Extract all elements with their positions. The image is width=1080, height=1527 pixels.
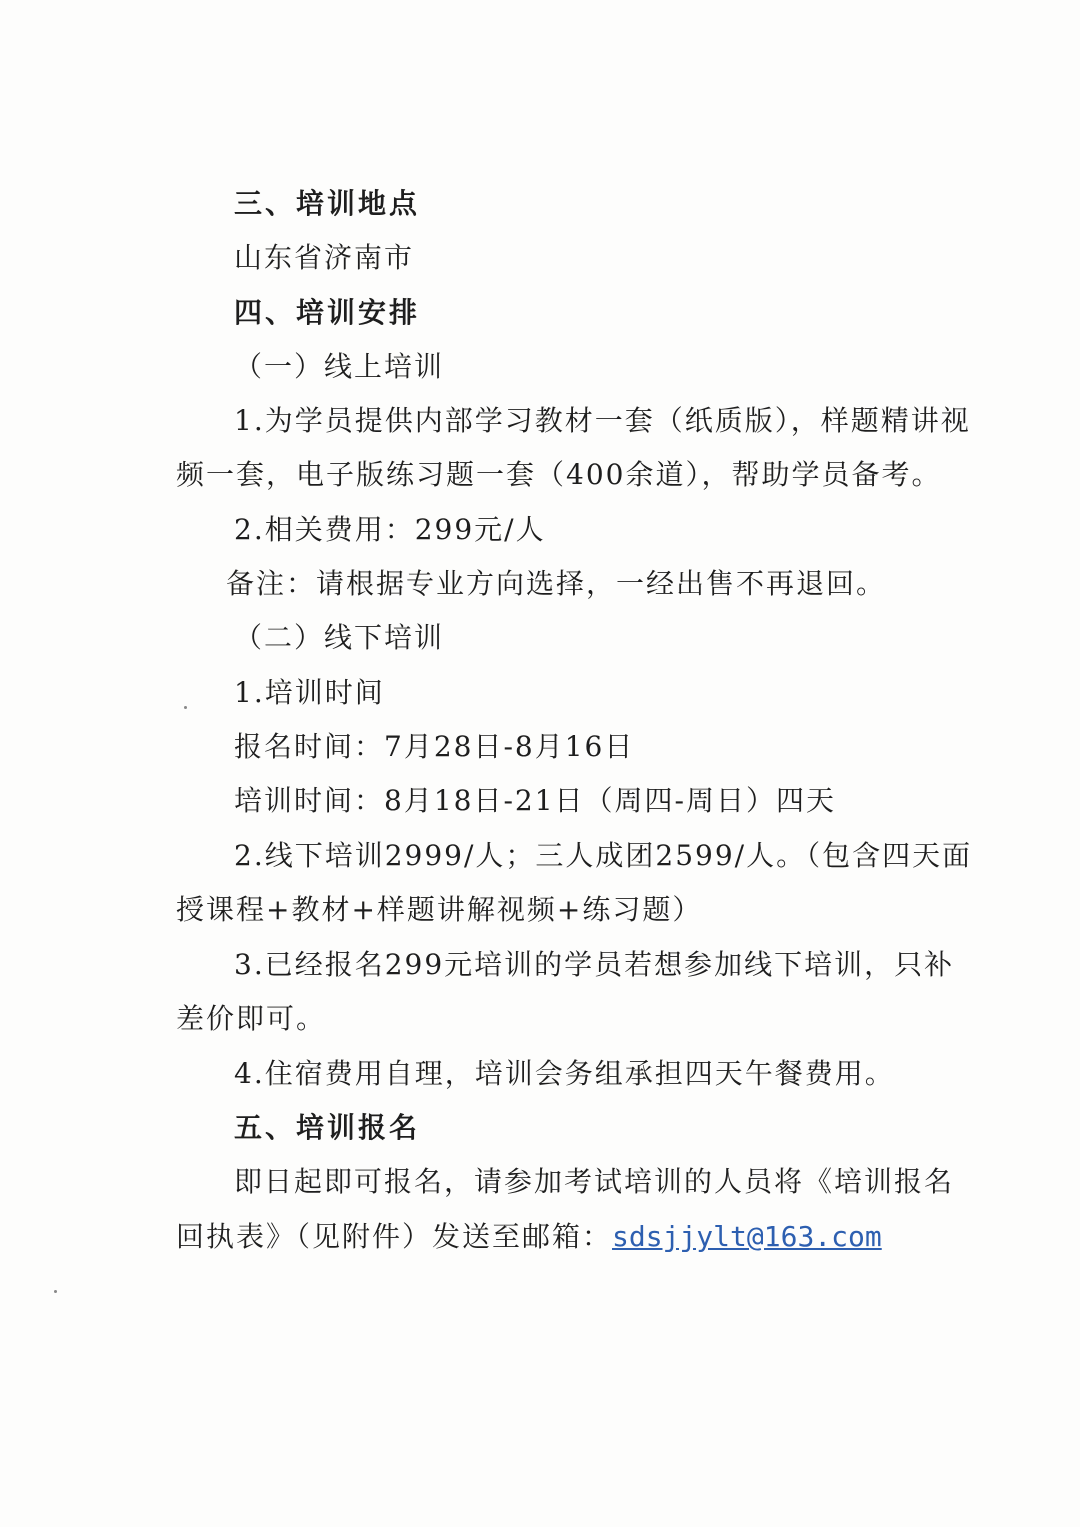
offline-item3-line1: 3.已经报名299元培训的学员若想参加线下培训，只补 [234, 948, 955, 981]
offline-item2-line2: 授课程+教材+样题讲解视频+练习题） [176, 893, 703, 926]
email-link[interactable]: sdsjjylt@163.com [612, 1220, 882, 1253]
training-time: 培训时间：8月18日-21日（周四-周日）四天 [234, 784, 836, 817]
training-location: 山东省济南市 [234, 241, 415, 274]
signup-text-line1: 即日起即可报名，请参加考试培训的人员将《培训报名 [234, 1165, 955, 1198]
offline-item2-line1: 2.线下培训2999/人；三人成团2599/人。（包含四天面 [234, 839, 973, 872]
online-item1-line2: 频一套，电子版练习题一套（400余道），帮助学员备考。 [176, 458, 942, 491]
section3-heading: 三、培训地点 [234, 187, 421, 220]
scan-speck [54, 1290, 57, 1293]
signup-text-line2 [176, 1217, 882, 1257]
online-note: 备注：请根据专业方向选择，一经出售不再退回。 [226, 567, 887, 600]
offline-training-title: （二）线下培训 [234, 621, 445, 654]
online-item1-line1: 1.为学员提供内部学习教材一套（纸质版），样题精讲视 [234, 404, 971, 437]
offline-item1: 1.培训时间 [234, 676, 385, 709]
offline-item4: 4.住宿费用自理，培训会务组承担四天午餐费用。 [234, 1057, 895, 1090]
scan-speck [184, 706, 187, 709]
signup-time: 报名时间：7月28日-8月16日 [234, 730, 635, 763]
section4-heading: 四、培训安排 [234, 296, 421, 329]
signup-text-prefix: 回执表》（见附件）发送至邮箱： [176, 1220, 613, 1253]
offline-item3-line2: 差价即可。 [176, 1002, 327, 1035]
online-item2-fee: 2.相关费用：299元/人 [234, 513, 546, 546]
section5-heading: 五、培训报名 [234, 1111, 421, 1144]
online-training-title: （一）线上培训 [234, 350, 445, 383]
